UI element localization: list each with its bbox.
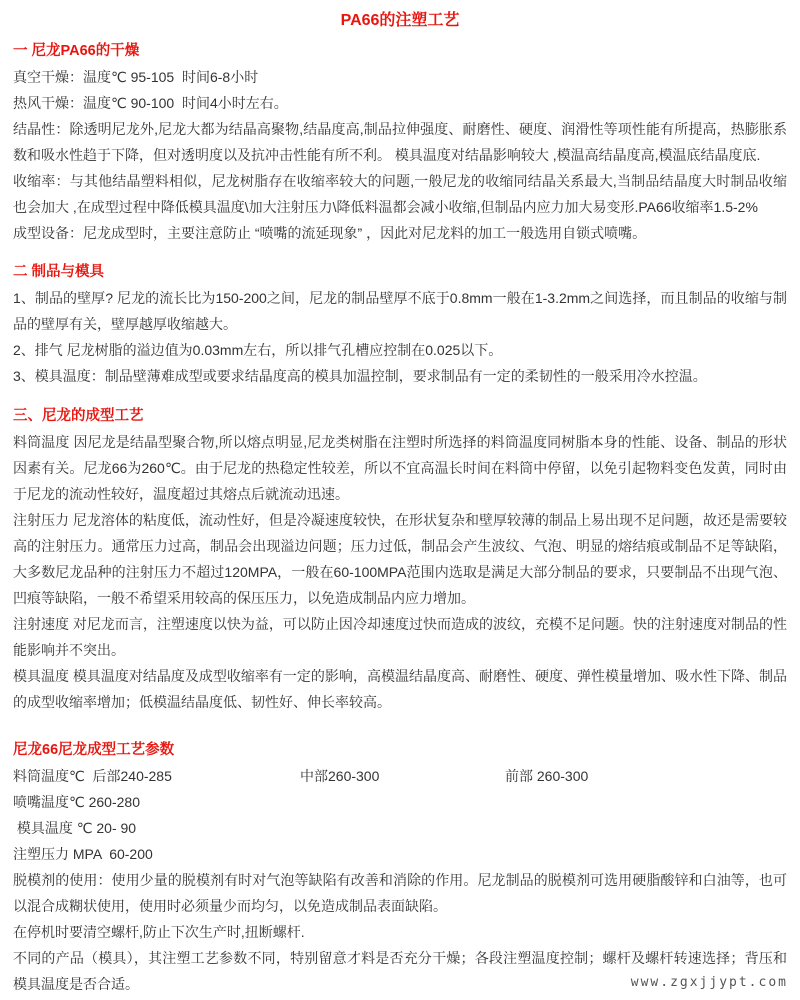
param-cell: 模具温度 ℃ 20- 90 bbox=[13, 820, 137, 836]
watermark-url: www.zgxjjypt.com bbox=[630, 975, 788, 990]
paragraph: 2、排气 尼龙树脂的溢边值为0.03mm左右，所以排气孔槽应控制在0.025以下。 bbox=[13, 342, 503, 358]
section-4 bbox=[13, 737, 787, 997]
paragraph: 1、制品的壁厚? 尼龙的流长比为150-200之间，尼龙的制品壁厚不底于0.8mm一般在1-3.2mm之间选择，而且制品的收缩与制品的壁厚有关，壁厚越厚收缩越大。 bbox=[13, 290, 787, 332]
section-heading: 尼龙66尼龙成型工艺参数 bbox=[13, 742, 175, 758]
paragraph: 料筒温度 因尼龙是结晶型聚合物,所以熔点明显,尼龙类树脂在注塑时所选择的料筒温度同树脂本身的性能、设备、制品的形状因素有关。尼龙66为260℃。由于尼龙的热稳定性较差，所以不宜高温长时间在料筒中停留，以免引起物料变色发黄，同时由于尼龙的流动性较好，温度超过其熔点后就流动迅速。 bbox=[13, 434, 787, 502]
section-3 bbox=[13, 403, 787, 715]
param-cell: 喷嘴温度℃ 260-280 bbox=[13, 794, 140, 810]
paragraph: 在停机时要清空螺杆,防止下次生产时,扭断螺杆. bbox=[13, 924, 305, 940]
paragraph: 注射速度 对尼龙而言，注塑速度以快为益，可以防止因冷却速度过快而造成的波纹，充模不足问题。快的注射速度对制品的性能影响并不突出。 bbox=[13, 616, 787, 658]
param-cell: 中部260-300 bbox=[300, 768, 380, 784]
paragraph: 收缩率：与其他结晶塑料相似，尼龙树脂存在收缩率较大的问题,一般尼龙的收缩同结晶关系最大,当制品结晶度大时制品收缩也会加大 ,在成型过程中降低模具温度\加大注射压力\降低料温都会减小收缩,但制品内应力加大易变形.PA66收缩率1.5-2% bbox=[13, 173, 787, 215]
section-heading: 二 制品与模具 bbox=[13, 264, 105, 280]
paragraph: 脱模剂的使用：使用少量的脱模剂有时对气泡等缺陷有改善和消除的作用。尼龙制品的脱模剂可选用硬脂酸锌和白油等，也可以混合成糊状使用，使用时必须量少而均匀，以免造成制品表面缺陷。 bbox=[13, 872, 787, 914]
section-2 bbox=[13, 259, 787, 389]
page-title: PA66的注塑工艺 bbox=[340, 12, 460, 29]
paragraph: 不同的产品（模具），其注塑工艺参数不同，特别留意才料是否充分干燥；各段注塑温度控制；螺杆及螺杆转速选择；背压和模具温度是否合适。 bbox=[13, 950, 787, 992]
section-heading: 一 尼龙PA66的干燥 bbox=[13, 43, 140, 59]
section-1 bbox=[13, 38, 787, 246]
param-row bbox=[13, 815, 787, 841]
paragraph: 成型设备：尼龙成型时，主要注意防止 “喷嘴的流延现象” ，因此对尼龙料的加工一般选用自锁式喷嘴。 bbox=[13, 225, 647, 241]
paragraph: 真空干燥：温度℃ 95-105 时间6-8小时 bbox=[13, 69, 259, 85]
document-content bbox=[13, 38, 787, 997]
param-row bbox=[13, 841, 787, 867]
paragraph: 注射压力 尼龙溶体的粘度低，流动性好，但是冷凝速度较快，在形状复杂和壁厚较薄的制品上易出现不足问题，故还是需要较高的注射压力。通常压力过高，制品会出现溢边问题；压力过低，制品会产生波纹、气泡、明显的熔结痕或制品不足等缺陷，大多数尼龙品种的注射压力不超过120MPA，一般在60-100MPA范围内选取是满足大部分制品的要求，只要制品不出现气泡、凹痕等缺陷，一般不希望采用较高的保压压力，以免造成制品内应力增加。 bbox=[13, 512, 787, 606]
param-cell: 料筒温度℃ 后部240-285 bbox=[13, 768, 172, 784]
section-heading: 三、尼龙的成型工艺 bbox=[13, 408, 144, 424]
param-row bbox=[13, 789, 787, 815]
paragraph: 3、模具温度：制品壁薄难成型或要求结晶度高的模具加温控制，要求制品有一定的柔韧性的一般采用冷水控温。 bbox=[13, 368, 707, 384]
paragraph: 模具温度 模具温度对结晶度及成型收缩率有一定的影响，高模温结晶度高、耐磨性、硬度、弹性模量增加、吸水性下降、制品的成型收缩率增加；低模温结晶度低、韧性好、伸长率较高。 bbox=[13, 668, 787, 710]
param-cell: 前部 260-300 bbox=[505, 768, 589, 784]
param-row bbox=[13, 763, 787, 789]
param-cell: 注塑压力 MPA 60-200 bbox=[13, 846, 153, 862]
paragraph: 结晶性：除透明尼龙外,尼龙大都为结晶高聚物,结晶度高,制品拉伸强度、耐磨性、硬度、润滑性等项性能有所提高，热膨胀系数和吸水性趋于下降，但对透明度以及抗冲击性能有所不利。 模具温度对结晶影响较大 ,模温高结晶度高,模温底结晶度底. bbox=[13, 121, 787, 163]
paragraph: 热风干燥：温度℃ 90-100 时间4小时左右。 bbox=[13, 95, 288, 111]
